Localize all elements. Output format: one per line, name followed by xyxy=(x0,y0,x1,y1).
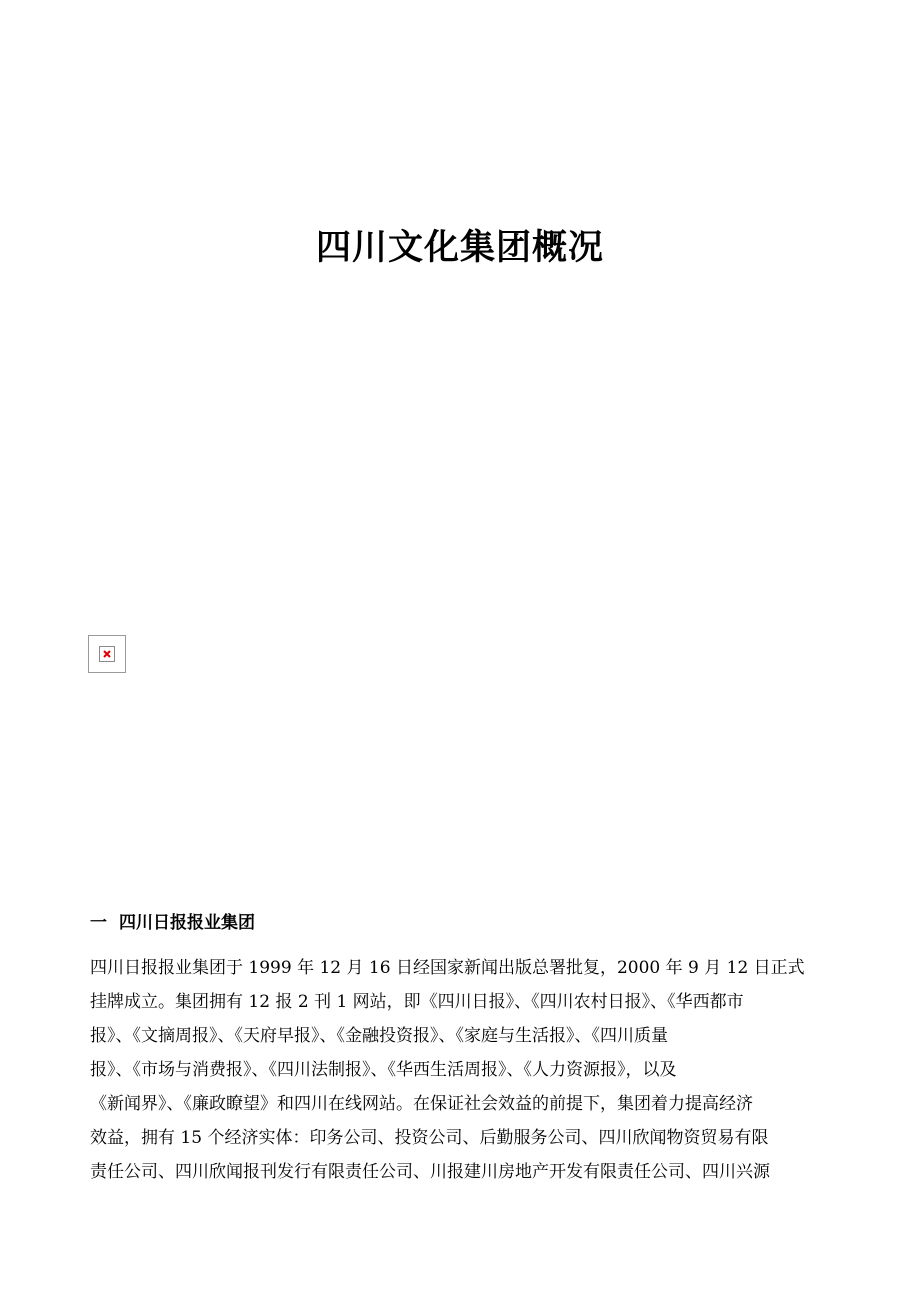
paragraph-line: 报》、《文摘周报》、《天府早报》、《金融投资报》、《家庭与生活报》、《四川质量 xyxy=(90,1026,668,1046)
broken-image-placeholder xyxy=(88,635,126,673)
section-title: 四川日报报业集团 xyxy=(119,913,255,933)
paragraph-line: 效益，拥有 15 个经济实体：印务公司、投资公司、后勤服务公司、四川欣闻物资贸易有限 xyxy=(90,1128,769,1148)
section-paragraph xyxy=(90,951,830,1189)
section-heading xyxy=(90,908,255,933)
broken-image-icon xyxy=(99,646,115,662)
paragraph-line: 责任公司、四川欣闻报刊发行有限责任公司、川报建川房地产开发有限责任公司、四川兴源 xyxy=(90,1162,770,1182)
paragraph-line: 《新闻界》、《廉政瞭望》和四川在线网站。在保证社会效益的前提下，集团着力提高经济 xyxy=(90,1094,753,1114)
paragraph-line: 报》、《市场与消费报》、《四川法制报》、《华西生活周报》、《人力资源报》，以及 xyxy=(90,1060,677,1080)
section-number: 一 xyxy=(90,913,107,933)
paragraph-line: 挂牌成立。集团拥有 12 报 2 刊 1 网站，即《四川日报》、《四川农村日报》、《华西都市 xyxy=(90,992,744,1012)
paragraph-line: 四川日报报业集团于 1999 年 12 月 16 日经国家新闻出版总署批复，2000 年 9 月 12 日正式 xyxy=(90,958,805,978)
document-title: 四川文化集团概况 xyxy=(315,228,604,268)
